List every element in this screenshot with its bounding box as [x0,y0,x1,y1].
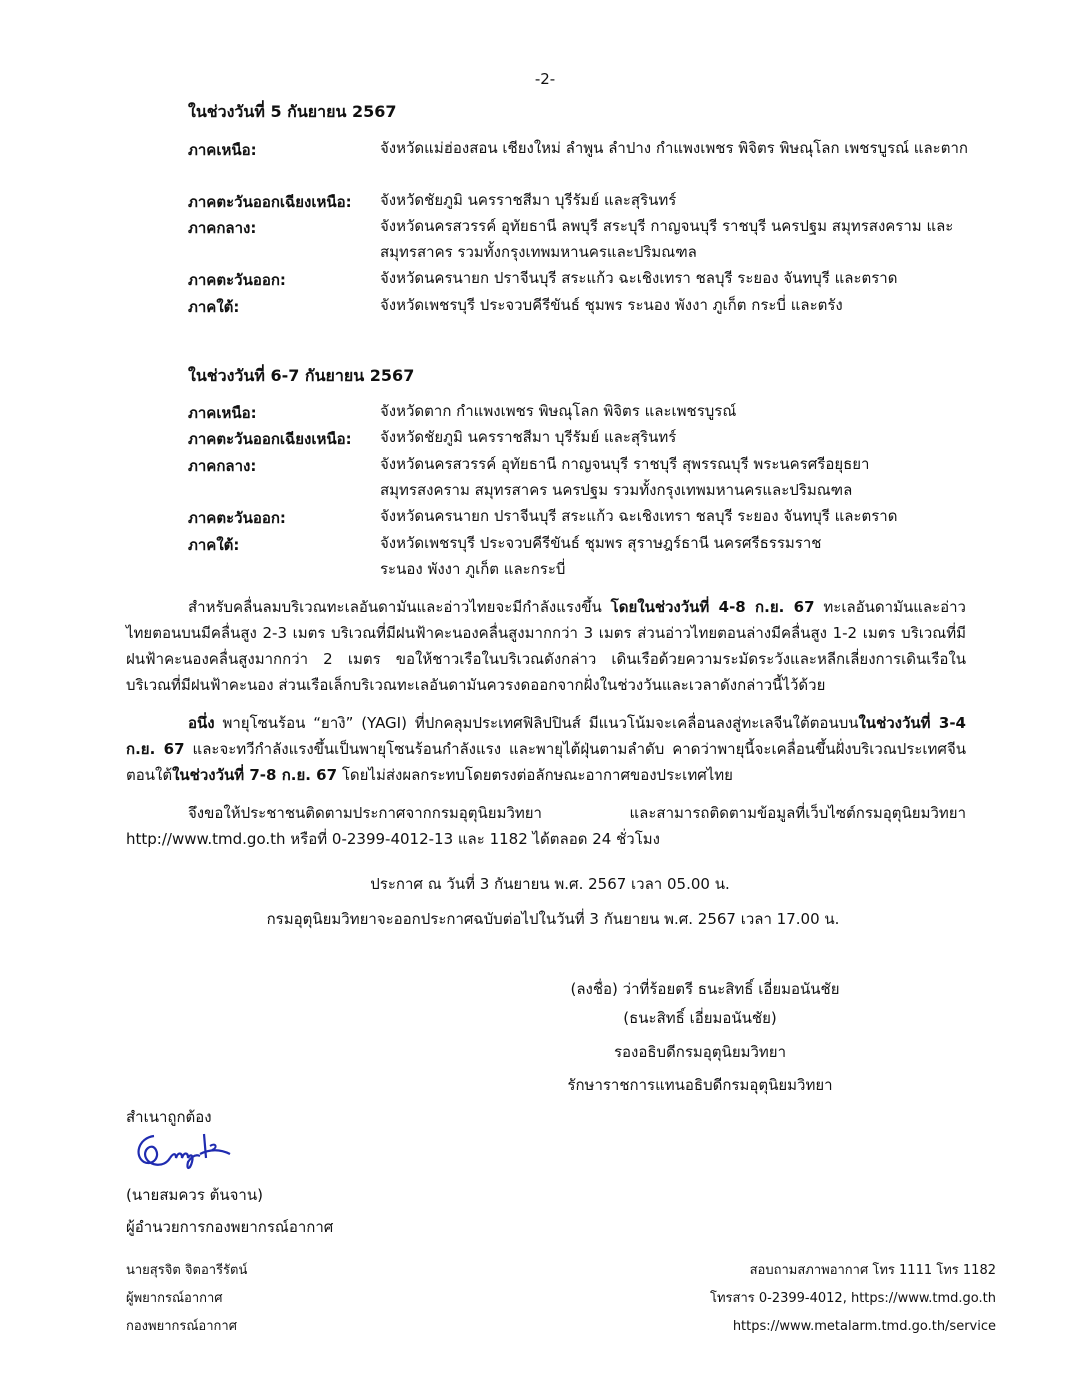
s2-provinces-north: จังหวัดตาก กำแพงเพชร พิษณุโลก พิจิตร และเพชรบูรณ์ [380,402,737,420]
s1-provinces-north: จังหวัดแม่ฮ่องสอน เชียงใหม่ ลำพูน ลำปาง กำแพงเพชร พิจิตร พิษณุโลก เพชรบูรณ์ และตาก [380,139,968,157]
wave-text-c: ทะเลอันดามันและอ่าวไทยตอนบนมีคลื่นสูง 2-3 เมตร บริเวณที่มีฝนฟ้าคะนองคลื่นสูงมากกว่า 3 เมตร ส่วนอ่าวไทยตอนล่างมีคลื่นสูง 1-2 เมตร บริเวณที่มีฝนฟ้าคะนองคลื่นสูงมากกว่า 2 เมตร ขอให้ชาวเรือในบริเวณดังกล่าว เดินเรือด้วยความระมัดระวังและหลีกเลี่ยงการเดินเรือในบริเวณที่มีฝนฟ้าคะนอง ส่วนเรือเล็กบริเวณทะเลอันดามันควรงดออกจากฝั่งในช่วงวันและเวลาดังกล่าวนี้ไว้ด้วย [126,598,966,694]
contact-paragraph [126,800,966,852]
s1-region-central: ภาคกลาง: [188,219,257,237]
s2-region-east: ภาคตะวันออก: [188,509,286,527]
forecaster-name: นายสุรจิต จิตอารีรัตน์ [126,1263,248,1278]
s2-provinces-central: จังหวัดนครสวรรค์ อุทัยธานี กาญจนบุรี ราชบุรี สุพรรณบุรี พระนครศรีอยุธยา สมุทรสงคราม สมุทรสาคร นครปฐม รวมทั้งกรุงเทพมหานครและปริมณฑล [380,455,870,499]
s2-region-north: ภาคเหนือ: [188,404,257,422]
fax-website[interactable]: โทรสาร 0-2399-4012, https://www.tmd.go.th [710,1291,996,1306]
storm-lead: อนึ่ง [188,714,215,732]
s1-provinces-east: จังหวัดนครนายก ปราจีนบุรี สระแก้ว ฉะเชิงเทรา ชลบุรี ระยอง จันทบุรี และตราด [380,269,898,287]
s2-provinces-northeast: จังหวัดชัยภูมิ นครราชสีมา บุรีรัมย์ และสุรินทร์ [380,428,677,446]
s2-provinces-east: จังหวัดนครนายก ปราจีนบุรี สระแก้ว ฉะเชิงเทรา ชลบุรี ระยอง จันทบุรี และตราด [380,507,898,525]
announce-line: ประกาศ ณ วันที่ 3 กันยายน พ.ศ. 2567 เวลา 05.00 น. [370,875,730,893]
storm-text-d: และจะทวีกำลังแรงขึ้นเป็นพายุโซนร้อนกำลังแรง และพายุไต้ฝุ่นตามลำดับ คาดว่าพายุนี้จะเคลื่อนขึ้นฝั่งบริเวณประเทศจีนตอนใต้ [126,740,966,784]
s1-provinces-northeast: จังหวัดชัยภูมิ นครราชสีมา บุรีรัมย์ และสุรินทร์ [380,191,677,209]
signer-name: (ธนะสิทธิ์ เอี่ยมอนันชัย) [623,1009,777,1027]
s2-region-south: ภาคใต้: [188,536,240,554]
s1-region-east: ภาคตะวันออก: [188,271,286,289]
wave-paragraph [126,594,966,698]
s1-provinces-south: จังหวัดเพชรบุรี ประจวบคีรีขันธ์ ชุมพร ระนอง พังงา ภูเก็ต กระบี่ และตรัง [380,296,843,314]
wave-text-a: สำหรับคลื่นลมบริเวณทะเลอันดามันและอ่าวไทยจะมีกำลังแรงขึ้น [188,598,611,616]
s1-region-south: ภาคใต้: [188,298,240,316]
wave-date-highlight: โดยในช่วงวันที่ 4-8 ก.ย. 67 [610,598,815,616]
s2-provinces-south: จังหวัดเพชรบุรี ประจวบคีรีขันธ์ ชุมพร สุราษฎร์ธานี นครศรีธรรมราช ระนอง พังงา ภูเก็ต และกระบี่ [380,534,822,578]
next-announce-line: กรมอุตุนิยมวิทยาจะออกประกาศฉบับต่อไปในวันที่ 3 กันยายน พ.ศ. 2567 เวลา 17.00 น. [266,910,840,928]
signer-position: รองอธิบดีกรมอุตุนิยมวิทยา [613,1043,787,1061]
forecaster-division: กองพยากรณ์อากาศ [126,1319,237,1334]
s1-region-northeast: ภาคตะวันออกเฉียงเหนือ: [188,193,352,211]
s1-provinces-central: จังหวัดนครสวรรค์ อุทัยธานี ลพบุรี สระบุรี กาญจนบุรี ราชบุรี นครปฐม สมุทรสงคราม และสมุทรสาคร รวมทั้งกรุงเทพมหานครและปริมณฑล [380,217,954,261]
contact-text: จึงขอให้ประชาชนติดตามประกาศจากกรมอุตุนิยมวิทยา และสามารถติดตามข้อมูลที่เว็บไซต์กรมอุตุนิยมวิทยา http://www.tmd.go.th หรือที่ 0-2399-4012-13 และ 1182 ได้ตลอด 24 ชั่วโมง [126,804,966,848]
signer-acting: รักษาราชการแทนอธิบดีกรมอุตุนิยมวิทยา [567,1076,833,1094]
section1-title: ในช่วงวันที่ 5 กันยายน 2567 [188,102,397,121]
s2-region-central: ภาคกลาง: [188,457,257,475]
signer-line1: (ลงชื่อ) ว่าที่ร้อยตรี ธนะสิทธิ์ เอี่ยมอนันชัย [570,980,840,998]
footer-right [596,1257,996,1341]
certified-name: (นายสมควร ต้นจาน) [126,1186,263,1204]
section2-title: ในช่วงวันที่ 6-7 กันยายน 2567 [188,366,415,385]
s1-region-north: ภาคเหนือ: [188,141,257,159]
page-number: -2- [534,70,556,88]
storm-text-f: โดยไม่ส่งผลกระทบโดยตรงต่อลักษณะอากาศของประเทศไทย [337,766,733,784]
certified-label: สำเนาถูกต้อง [126,1108,212,1126]
metalarm-link[interactable]: https://www.metalarm.tmd.go.th/service [732,1319,996,1334]
storm-date-1: ในช่วงวันที่ 3-4 ก.ย. 67 [126,714,966,758]
certified-position: ผู้อำนวยการกองพยากรณ์อากาศ [126,1218,334,1236]
handwritten-signature [130,1128,240,1182]
storm-paragraph [126,710,966,788]
footer-left [126,1257,247,1341]
storm-text-b: พายุโซนร้อน “ยางิ” (YAGI) ที่ปกคลุมประเทศฟิลิปปินส์ มีแนวโน้มจะเคลื่อนลงสู่ทะเลจีนใต้ตอนบน [214,714,859,732]
storm-date-2: ในช่วงวันที่ 7-8 ก.ย. 67 [172,766,338,784]
inquiry-phone: สอบถามสภาพอากาศ โทร 1111 โทร 1182 [749,1263,996,1278]
forecaster-title: ผู้พยากรณ์อากาศ [126,1291,223,1306]
s2-region-northeast: ภาคตะวันออกเฉียงเหนือ: [188,430,352,448]
